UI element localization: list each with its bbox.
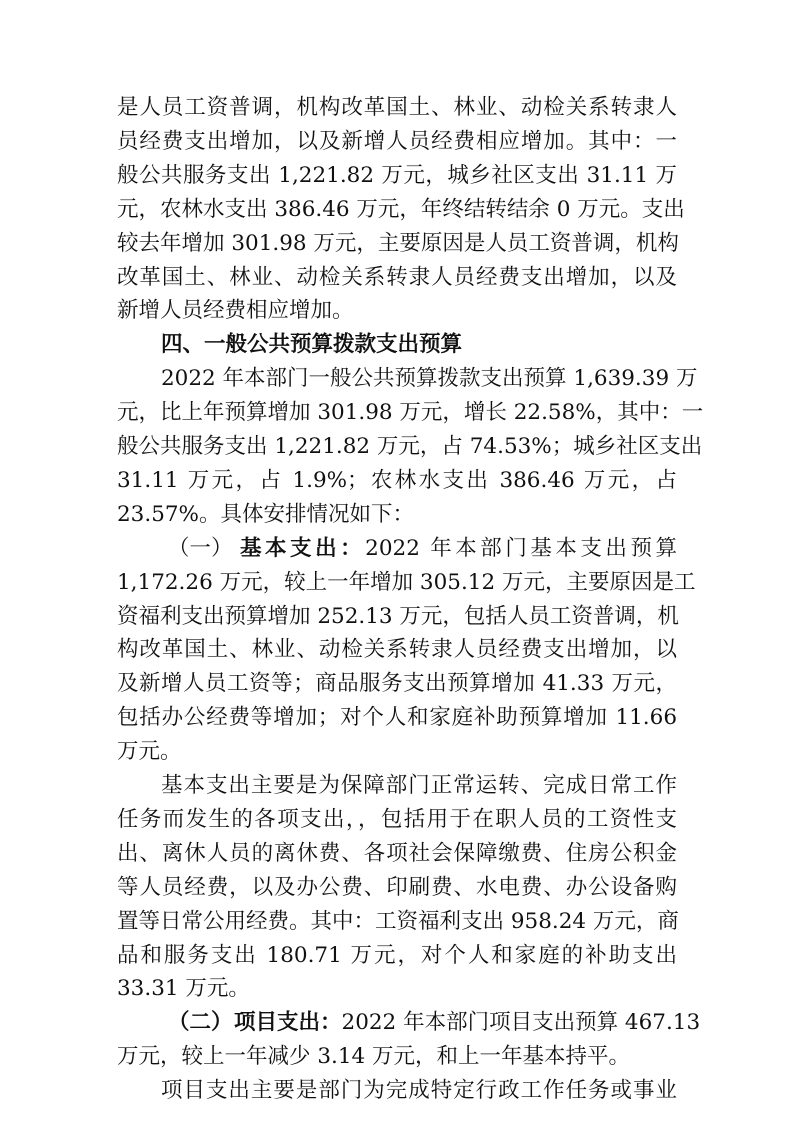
paragraph-line: 置等日常公用经费。其中：工资福利支出 958.24 万元，商 (117, 908, 679, 934)
sub-heading-body: 2022 年本部门项目支出预算 467.13 (341, 1010, 701, 1036)
paragraph-line: 31.11 万元，占 1.9%；农林水支出 386.46 万元，占 (117, 467, 677, 493)
sub-heading-text (234, 1006, 701, 1040)
sub-heading-project-expenditure (168, 1006, 701, 1040)
paragraph-line: 23.57%。具体安排情况如下： (117, 501, 414, 527)
paragraph-line: 改革国土、林业、动检关系转隶人员经费支出增加，以及 (117, 264, 677, 290)
paragraph-line: 元，农林水支出 386.46 万元，年终结转结余 0 万元。支出 (117, 196, 685, 222)
paragraph-line: 构改革国土、林业、动检关系转隶人员经费支出增加，以 (117, 637, 677, 663)
section-heading: 四、一般公共预算拨款支出预算 (161, 332, 463, 358)
paragraph-line: 员经费支出增加，以及新增人员经费相应增加。其中：一 (117, 128, 677, 154)
paragraph-line: 包括办公经费等增加；对个人和家庭补助预算增加 11.66 (117, 705, 677, 731)
sub-heading-text (240, 532, 677, 566)
paragraph-line: 较去年增加 301.98 万元，主要原因是人员工资普调，机构 (117, 230, 679, 256)
paragraph-line: 元，比上年预算增加 301.98 万元，增长 22.58%，其中：一 (117, 400, 704, 426)
sub-heading-label: 基本支出： (240, 535, 366, 561)
paragraph-line: 般公共服务支出 1,221.82 万元，占 74.53%；城乡社区支出 (117, 434, 703, 459)
sub-heading-body: 2022 年本部门基本支出预算 (365, 535, 677, 561)
sub-heading-basic-expenditure (168, 532, 677, 566)
paragraph-line: 是人员工资普调，机构改革国土、林业、动检关系转隶人 (117, 95, 677, 120)
paragraph-line: 般公共服务支出 1,221.82 万元，城乡社区支出 31.11 万 (117, 162, 677, 188)
paragraph-line: 资福利支出预算增加 252.13 万元，包括人员工资普调，机 (117, 603, 679, 629)
paragraph-line: 33.31 万元。 (117, 976, 250, 1002)
paragraph-line: 2022 年本部门一般公共预算拨款支出预算 1,639.39 万 (161, 366, 698, 392)
paragraph-line: 万元，较上一年减少 3.14 万元，和上一年基本持平。 (117, 1044, 631, 1070)
paragraph-line: 任务而发生的各项支出，，包括用于在职人员的工资性支 (117, 806, 677, 832)
paragraph-line: 新增人员经费相应增加。 (117, 298, 354, 324)
paragraph-line: 出、离休人员的离休费、各项社会保障缴费、住房公积金 (117, 840, 677, 866)
sub-heading-number: （二） (168, 1010, 233, 1036)
paragraph-line: 基本支出主要是为保障部门正常运转、完成日常工作 (161, 773, 677, 798)
paragraph-line: 及新增人员工资等；商品服务支出预算增加 41.33 万元， (117, 671, 677, 697)
sub-heading-label: 项目支出： (234, 1010, 342, 1036)
paragraph-line: 项目支出主要是部门为完成特定行政工作任务或事业 (161, 1078, 677, 1104)
paragraph-line: 等人员经费，以及办公费、印刷费、水电费、办公设备购 (117, 874, 677, 900)
paragraph-line: 万元。 (117, 739, 182, 765)
sub-heading-number: （一） (168, 535, 233, 561)
paragraph-line: 品和服务支出 180.71 万元，对个人和家庭的补助支出 (117, 942, 677, 968)
paragraph-line: 1,172.26 万元，较上一年增加 305.12 万元，主要原因是工 (117, 569, 696, 595)
